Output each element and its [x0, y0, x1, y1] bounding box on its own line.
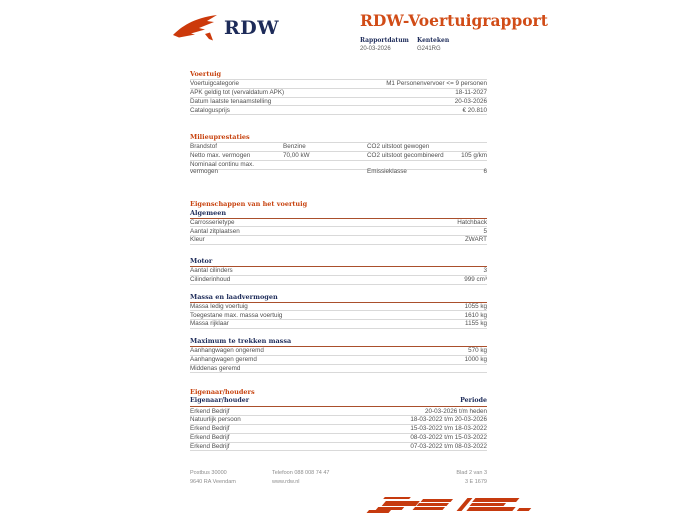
field-value: 1155 kg	[465, 320, 487, 328]
field-value: 3	[483, 267, 487, 275]
period-cell: 18-03-2022 t/m 20-03-2026	[410, 416, 487, 424]
field-row	[190, 236, 487, 245]
field-label: Voertuigcategorie	[190, 80, 240, 88]
field-label: CO2 uitstoot gecombineerd	[367, 152, 444, 160]
field-row	[190, 143, 487, 152]
field-label: Aanhangwagen geremd	[190, 355, 257, 363]
field-label: Toegestane max. massa voertuig	[190, 311, 283, 319]
field-label: Massa rijklaar	[190, 320, 229, 328]
subsection-heading-massa: Massa en laadvermogen	[190, 293, 487, 303]
column-header-period: Periode	[460, 397, 487, 405]
report-date-value: 20-03-2026	[360, 46, 391, 52]
field-value: 1000 kg	[464, 355, 487, 363]
field-label: Netto max. vermogen	[190, 152, 251, 160]
field-row	[190, 106, 487, 115]
field-label: Catalogusprijs	[190, 106, 230, 114]
owner-cell: Natuurlijk persoon	[190, 416, 241, 424]
field-value: 20-03-2026	[454, 97, 487, 105]
field-value: Benzine	[283, 143, 306, 151]
title-block	[360, 11, 548, 52]
period-cell: 07-03-2022 t/m 08-03-2022	[410, 442, 487, 450]
report-meta	[360, 37, 490, 52]
section-heading-milieuprestaties: Milieuprestaties	[190, 133, 487, 143]
field-value: € 20.810	[462, 106, 487, 114]
field-row	[190, 347, 487, 356]
field-row	[190, 320, 487, 329]
section-heading-voertuig: Voertuig	[190, 70, 487, 80]
footer-contact	[272, 469, 330, 487]
field-label: Middenas geremd	[190, 364, 241, 372]
field-label: Brandstof	[190, 143, 217, 151]
kenteken-block	[417, 37, 474, 52]
footer-address-line2: 9640 RA Veendam	[190, 479, 236, 485]
field-row	[190, 80, 487, 89]
footer-address	[190, 469, 236, 487]
field-row	[190, 365, 487, 374]
field-row	[190, 227, 487, 236]
field-value: 1610 kg	[464, 311, 487, 319]
owner-cell: Erkend Bedrijf	[190, 433, 230, 441]
period-cell: 20-03-2026 t/m heden	[425, 407, 487, 415]
table-row	[190, 416, 487, 425]
field-label: Massa ledig voertuig	[190, 302, 248, 310]
column-header-owner: Eigenaar/houder	[190, 397, 250, 405]
rdw-stripes-graphic	[368, 496, 534, 513]
field-row	[190, 276, 487, 285]
table-row	[190, 434, 487, 443]
field-label: Datum laatste tenaamstelling	[190, 97, 272, 105]
field-value: Hatchback	[457, 218, 487, 226]
field-value: 1055 kg	[464, 302, 487, 310]
field-value: 18-11-2027	[455, 89, 487, 96]
field-label: Kleur	[190, 236, 205, 244]
table-row	[190, 407, 487, 416]
kenteken-value: G241RG	[417, 46, 441, 52]
footer-form-code: 3 E 1679	[464, 479, 487, 485]
table-row	[190, 425, 487, 434]
subsection-heading-motor: Motor	[190, 257, 487, 267]
owner-cell: Erkend Bedrijf	[190, 407, 230, 415]
page-title: RDW-Voertuigrapport	[360, 11, 548, 30]
section-heading-eigenaren: Eigenaar/houders	[190, 388, 255, 397]
field-value: 570 kg	[468, 347, 487, 355]
footer-phone: Telefoon 088 008 74 47	[272, 470, 330, 476]
report-date-label: Rapportdatum	[360, 37, 409, 44]
footer-website: www.rdw.nl	[272, 479, 300, 485]
subsection-heading-trekken: Maximum te trekken massa	[190, 337, 487, 347]
field-row	[190, 89, 487, 98]
rdw-logo	[172, 12, 279, 49]
period-cell: 08-03-2022 t/m 15-03-2022	[410, 433, 487, 441]
field-row	[190, 98, 487, 107]
field-row	[190, 311, 487, 320]
field-label: Aanhangwagen ongeremd	[190, 347, 264, 355]
owner-cell: Erkend Bedrijf	[190, 442, 230, 450]
field-label: Aantal zitplaatsen	[190, 227, 240, 235]
field-row	[190, 303, 487, 312]
logo-text: RDW	[224, 16, 280, 39]
table-row	[190, 443, 487, 452]
kenteken-label: Kenteken	[417, 37, 450, 44]
field-label: Cilinderinhoud	[190, 275, 231, 283]
rdw-feather-icon	[172, 12, 218, 49]
field-row	[190, 152, 487, 161]
field-value: 6	[483, 168, 487, 176]
footer-page-number: Blad 2 van 3	[456, 470, 487, 476]
field-row	[190, 267, 487, 276]
section-heading-eigenschappen: Eigenschappen van het voertuig	[190, 199, 308, 208]
field-value: M1 Personenvervoer <= 9 personen	[386, 80, 487, 88]
field-label: APK geldig tot (vervaldatum APK)	[190, 89, 285, 96]
owners-table-header	[190, 397, 487, 407]
report-content	[190, 70, 487, 451]
field-value: 70,00 kW	[283, 152, 310, 160]
footer-pageinfo	[456, 469, 487, 487]
field-label: Emissieklasse	[367, 168, 407, 176]
page-footer	[190, 469, 487, 491]
field-label: CO2 uitstoot gewogen	[367, 143, 430, 151]
field-value: ZWART	[464, 236, 487, 244]
field-label: Nominaal continu max. vermogen	[190, 160, 255, 176]
field-value: 105 g/km	[461, 152, 487, 160]
field-label: Aantal cilinders	[190, 267, 233, 275]
field-value: 999 cm³	[464, 275, 487, 283]
subsection-heading-algemeen: Algemeen	[190, 209, 487, 219]
field-row	[190, 219, 487, 228]
period-cell: 15-03-2022 t/m 18-03-2022	[410, 425, 487, 433]
owner-cell: Erkend Bedrijf	[190, 425, 230, 433]
field-label: Carrosserietype	[190, 218, 235, 226]
footer-address-line1: Postbus 30000	[190, 470, 227, 476]
report-date-block	[360, 37, 417, 52]
field-row	[190, 356, 487, 365]
field-value: 5	[483, 227, 487, 235]
field-row	[190, 160, 487, 176]
